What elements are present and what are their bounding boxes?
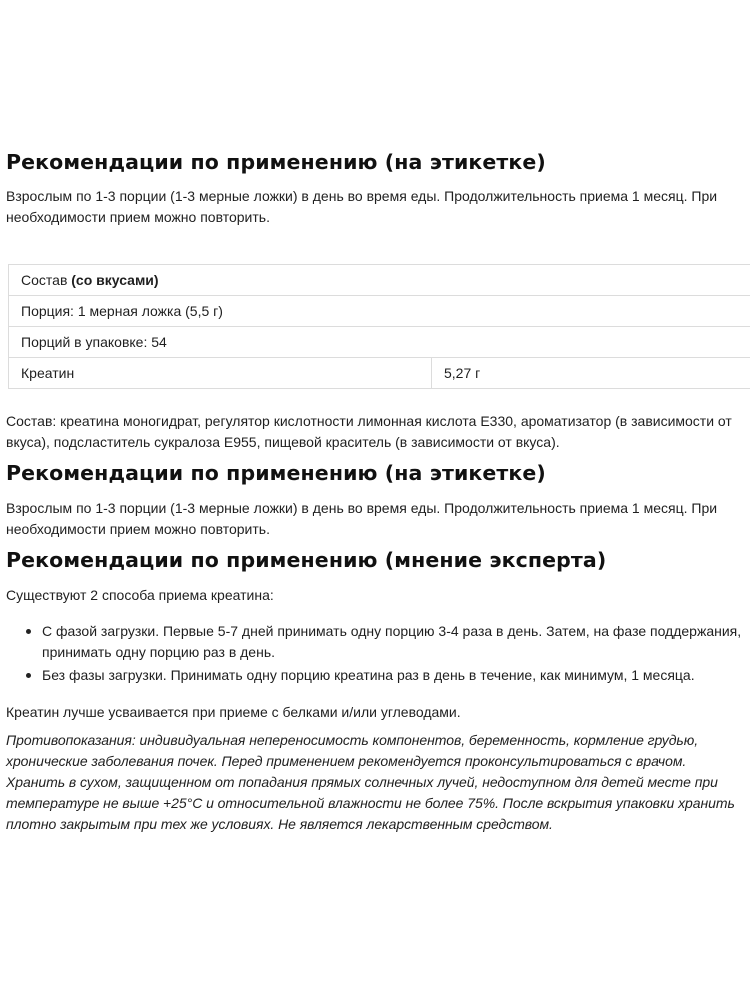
contraindications-text: Противопоказания: индивидуальная непереносимость компонентов, беременность, кормление грудью, хронические заболевания почек. Перед применением рекомендуется проконсультироваться с врачом. Хранить в сухом, защищенном от попадания прямых солнечных лучей, недоступном для детей месте при температуре не выше +25°С и относительной влажности не более 75%. После вскрытия упаковки хранить плотно закрытым при тех же условиях. Не является лекарственным средством. — [6, 732, 735, 832]
usage-methods-list — [6, 621, 750, 688]
composition-header-suffix: (со вкусами) — [71, 272, 159, 288]
composition-header-row — [9, 265, 750, 296]
usage-label-heading: Рекомендации по применению (на этикетке) — [6, 150, 546, 174]
serving-row — [9, 296, 750, 327]
composition-header-prefix: Состав — [21, 272, 68, 288]
list-item — [42, 665, 750, 686]
usage-label-text: Взрослым по 1-3 порции (1-3 мерные ложки) в день во время еды. Продолжительность приема 1 месяц. При необходимости прием можно повторить. — [6, 188, 718, 225]
absorption-note: Креатин лучше усваивается при приеме с белками и/или углеводами. — [6, 704, 461, 720]
method-text: Без фазы загрузки. Принимать одну порцию креатина раз в день в течение, как минимум, 1 месяца. — [42, 667, 695, 683]
composition-text: Состав: креатина моногидрат, регулятор кислотности лимонная кислота Е330, ароматизатор (в зависимости от вкуса), подсластитель сукралоза Е955, пищевой краситель (в зависимости от вкуса). — [6, 413, 732, 450]
method-text: С фазой загрузки. Первые 5-7 дней принимать одну порцию 3-4 раза в день. Затем, на фазе поддержания, принимать одну порцию раз в день. — [42, 623, 742, 660]
table-row — [9, 358, 750, 389]
usage-label-text-repeat: Взрослым по 1-3 порции (1-3 мерные ложки) в день во время еды. Продолжительность приема 1 месяц. При необходимости прием можно повторить. — [6, 500, 718, 537]
composition-header-cell — [9, 265, 750, 296]
composition-table — [8, 264, 750, 389]
usage-label-heading-repeat: Рекомендации по применению (на этикетке) — [6, 461, 546, 485]
bullet-icon — [26, 629, 31, 634]
servings-per-pack-cell: Порций в упаковке: 54 — [9, 327, 750, 358]
ingredient-value-cell: 5,27 г — [432, 358, 750, 389]
servings-per-pack-row — [9, 327, 750, 358]
serving-cell: Порция: 1 мерная ложка (5,5 г) — [9, 296, 750, 327]
bullet-icon — [26, 673, 31, 678]
ingredient-name-cell: Креатин — [9, 358, 432, 389]
usage-expert-heading: Рекомендации по применению (мнение эксперта) — [6, 548, 607, 572]
usage-expert-intro: Существуют 2 способа приема креатина: — [6, 587, 274, 603]
list-item — [42, 621, 750, 663]
